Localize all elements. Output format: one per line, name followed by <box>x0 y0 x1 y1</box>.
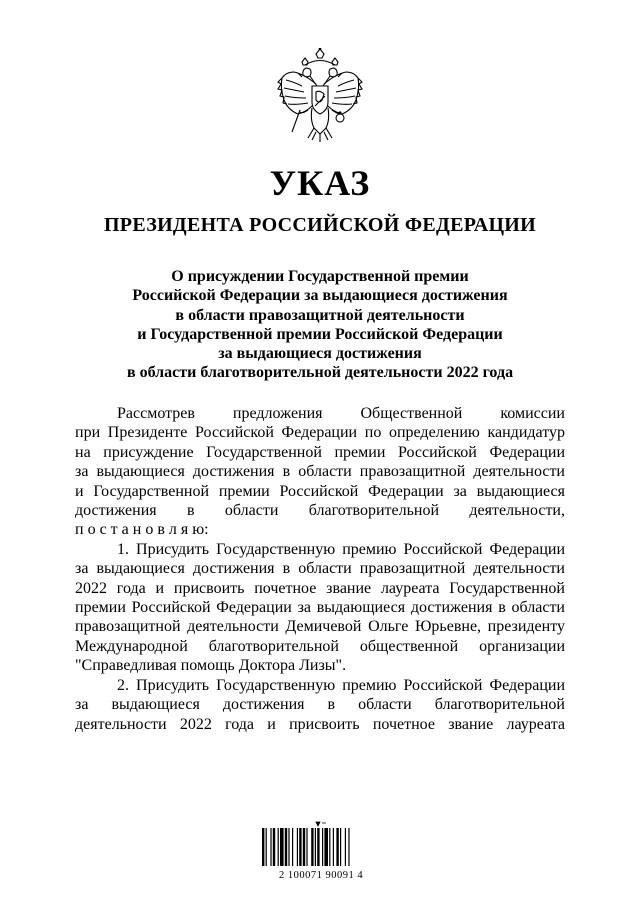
heading-line: О присуждении Государственной премии <box>171 268 469 285</box>
body-line: за выдающиеся достижения в области правозащитной деятельности <box>75 560 565 578</box>
body-line: 2022 года и присвоить почетное звание лауреата Государственной <box>75 579 565 597</box>
body-line: на присуждение Государственной премии Российской Федерации <box>75 443 565 461</box>
body-line: деятельности 2022 года и присвоить почетное звание лауреата <box>75 715 565 733</box>
body-line: за выдающиеся достижения в области правозащитной деятельности <box>75 463 565 481</box>
body-line: Рассмотрев предложения Общественной комиссии <box>117 405 565 422</box>
issuer-subtitle: ПРЕЗИДЕНТА РОССИЙСКОЙ ФЕДЕРАЦИИ <box>103 214 537 236</box>
body-line: и Государственной премии Российской Федерации за выдающиеся <box>75 482 565 500</box>
barcode <box>258 820 384 890</box>
heading-line: и Государственной премии Российской Федерации <box>137 325 503 343</box>
coat-of-arms-emblem <box>272 48 368 152</box>
heading-line: в области правозащитной деятельности <box>175 306 465 324</box>
decree-body <box>75 404 565 734</box>
body-line: премии Российской Федерации за выдающиеся достижения в области <box>75 599 565 617</box>
body-line: Международной благотворительной общественной организации <box>75 637 565 655</box>
heading-line: в области благотворительной деятельности 2022 года <box>126 364 514 382</box>
decree-keyword: п о с т а н о в л я ю: <box>75 521 209 539</box>
body-line: при Президенте Российской Федерации по определению кандидатур <box>75 424 565 442</box>
body-line: 2. Присудить Государственную премию Российской Федерации <box>117 676 565 694</box>
body-line: достижения в области благотворительной деятельности, <box>75 502 565 520</box>
heading-line: за выдающиеся достижения <box>218 345 422 363</box>
decree-title: УКАЗ <box>269 163 371 203</box>
body-line: 1. Присудить Государственную премию Российской Федерации <box>117 540 565 558</box>
barcode-bars <box>258 820 384 868</box>
barcode-number: 2 100071 90091 4 <box>278 870 364 881</box>
heading-line: Российской Федерации за выдающиеся достижения <box>132 287 508 305</box>
body-line: правозащитной деятельности Демичевой Ольге Юрьевне, президенту <box>75 618 565 636</box>
body-line: за выдающиеся достижения в области благотворительной <box>75 696 565 714</box>
body-line: "Справедливая помощь Доктора Лизы". <box>75 657 347 675</box>
decree-heading <box>76 267 564 383</box>
